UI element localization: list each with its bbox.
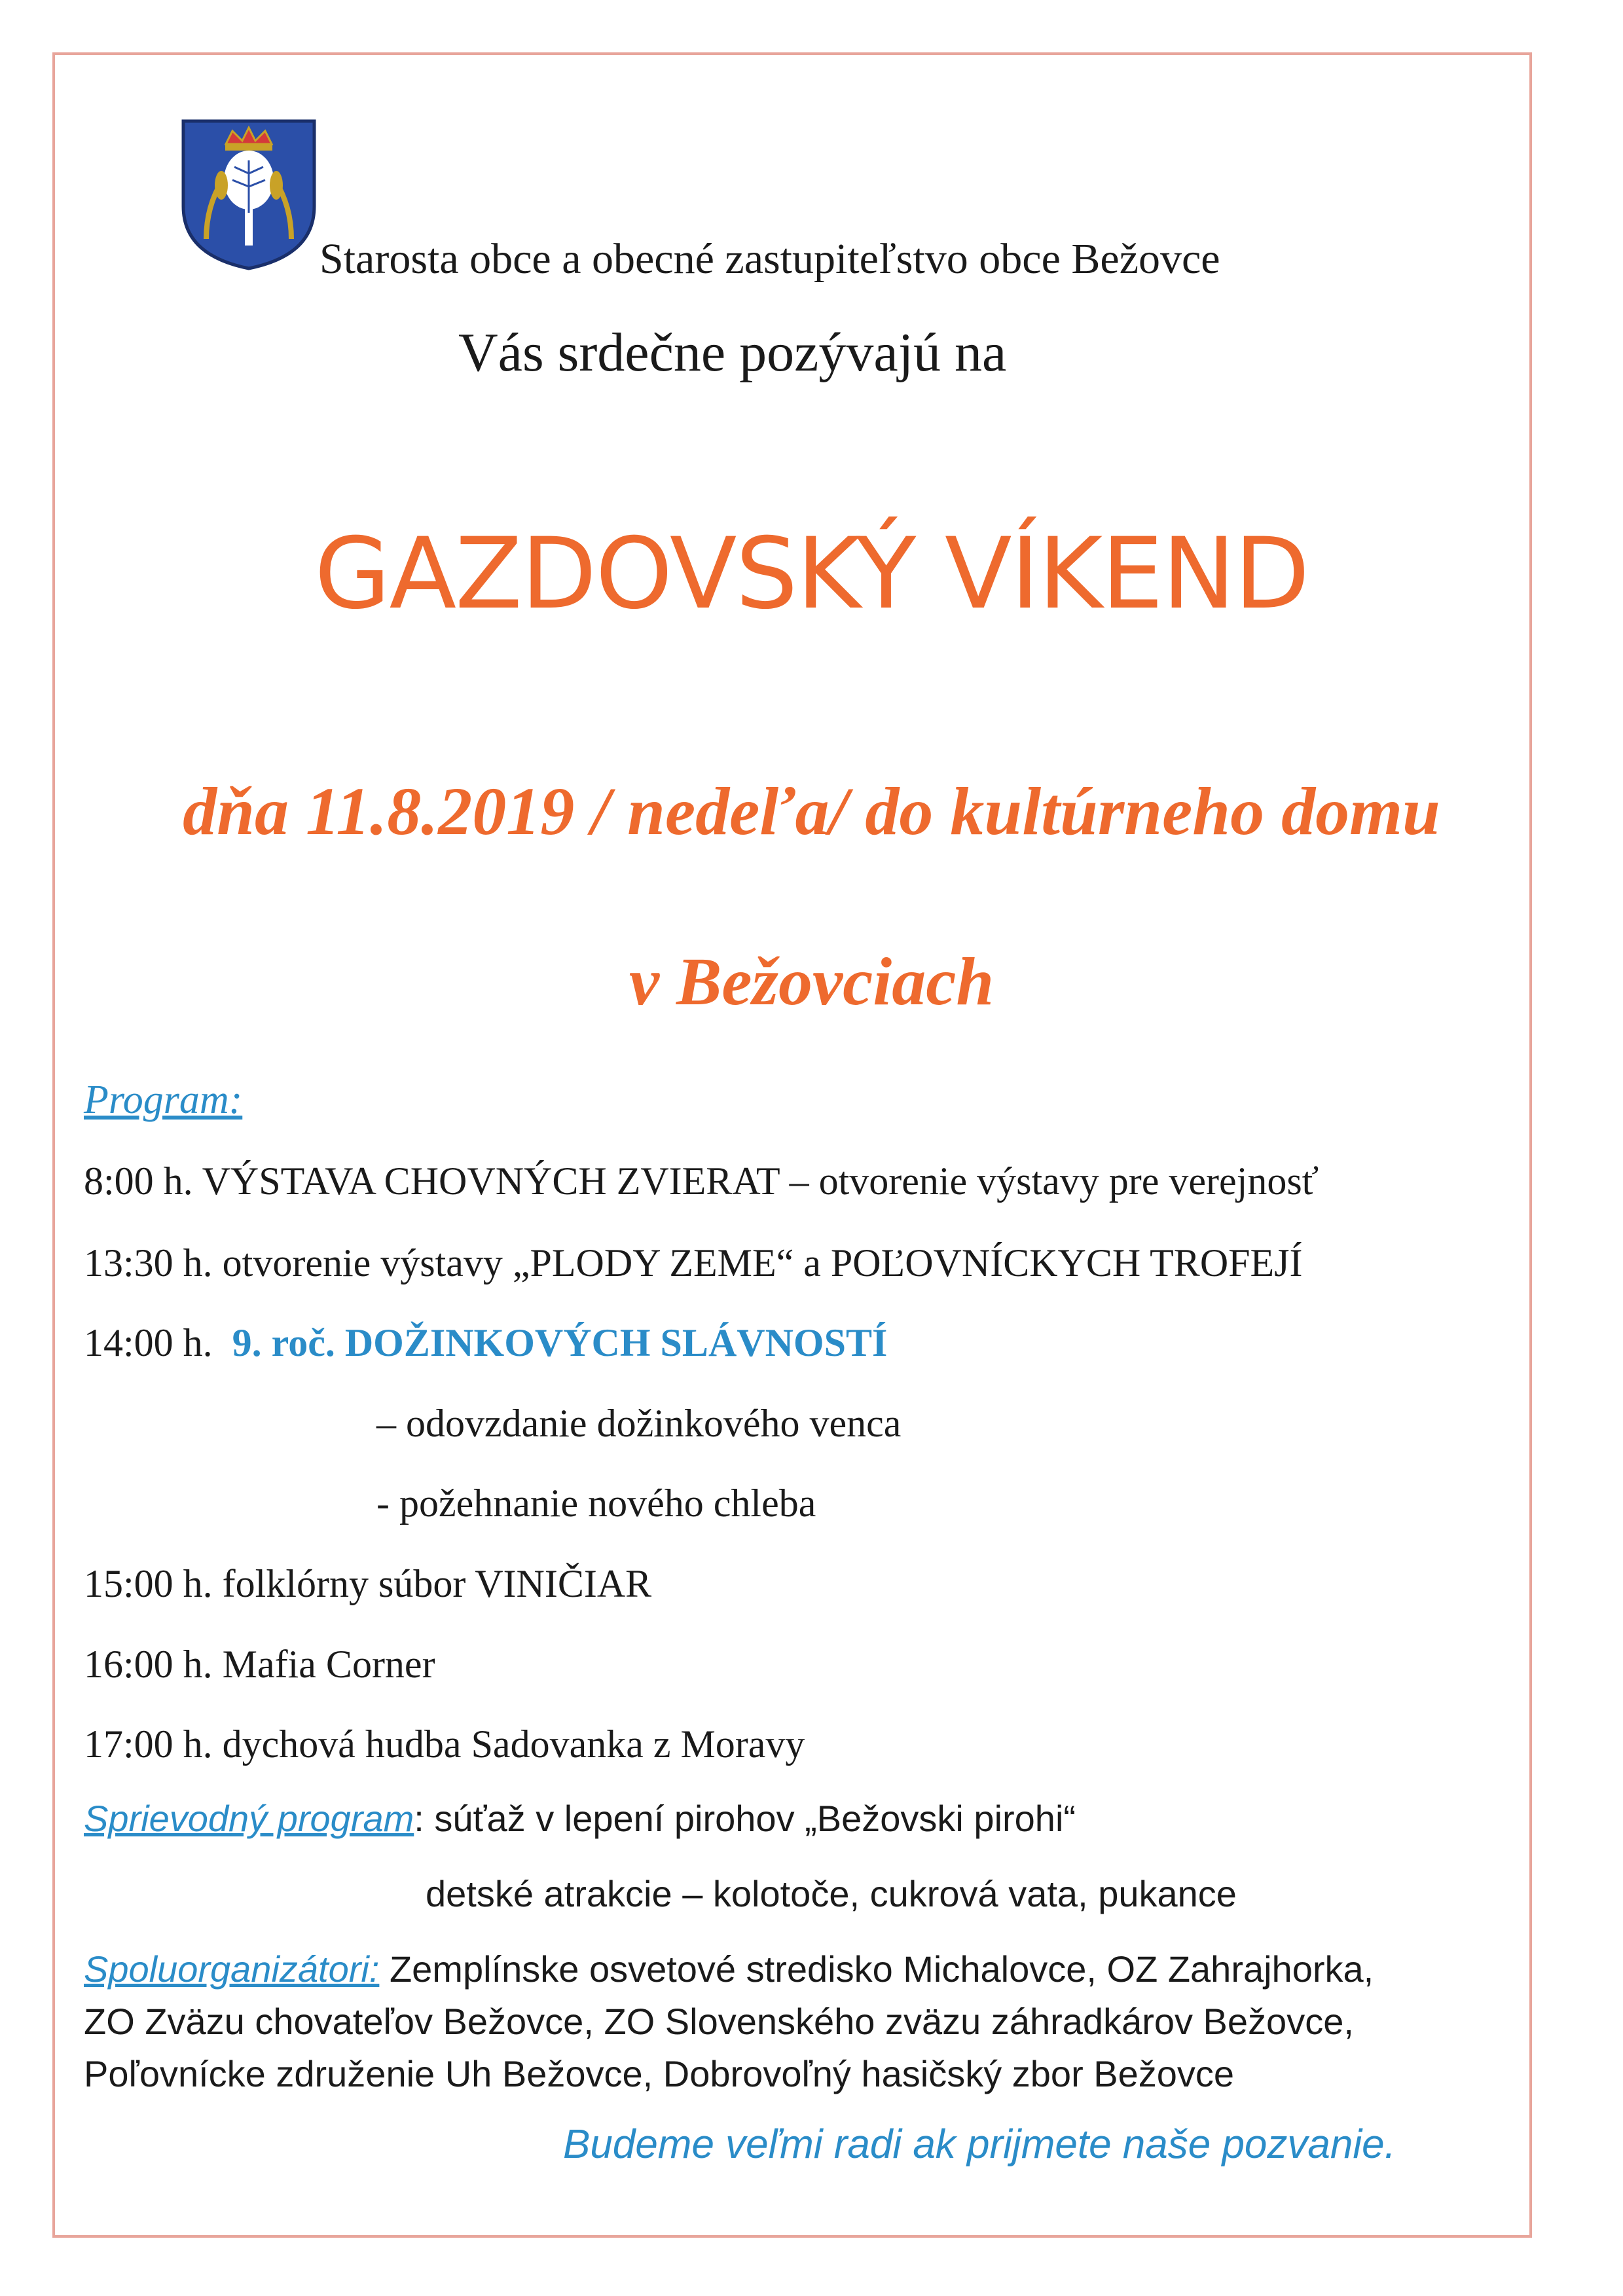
closing-line: Budeme veľmi radi ak prijmete naše pozvanie. <box>563 2122 1396 2167</box>
program-item-time: 17:00 h. <box>84 1722 213 1766</box>
companion-text-2: detské atrakcie – kolotoče, cukrová vata, pukance <box>426 1873 1237 1914</box>
program-item-text: 9. roč. DOŽINKOVÝCH SLÁVNOSTÍ <box>232 1321 888 1364</box>
program-item-time: 14:00 h. <box>84 1321 213 1364</box>
program-item-time: 15:00 h. <box>84 1562 213 1605</box>
invitation-line: Vás srdečne pozývajú na <box>458 322 1007 383</box>
program-item <box>84 1241 1303 1286</box>
companion-text: : súťaž v lepení pirohov „Bežovski pirohi“ <box>414 1798 1076 1839</box>
program-item <box>84 1159 1319 1204</box>
program-item-time: 13:30 h. <box>84 1241 213 1285</box>
program-label: Program: <box>84 1078 243 1122</box>
event-date-line: dňa 11.8.2019 / nedeľa/ do kultúrneho domu <box>183 774 1440 849</box>
program-item-time: 8:00 h. <box>84 1159 193 1203</box>
coorganizers-line-3: Poľovnícke združenie Uh Bežovce, Dobrovoľný hasičský zbor Bežovce <box>84 2053 1235 2094</box>
companion-label: Sprievodný program <box>84 1798 414 1839</box>
program-item-text: VÝSTAVA CHOVNÝCH ZVIERAT – otvorenie výstavy pre verejnosť <box>202 1159 1319 1203</box>
program-sub-item: – odovzdanie dožinkového venca <box>376 1402 902 1445</box>
program-item-text: dychová hudba Sadovanka z Moravy <box>222 1722 805 1766</box>
program-sub-item: - požehnanie nového chleba <box>376 1482 816 1525</box>
program-item-text: Mafia Corner <box>222 1643 435 1686</box>
organizer-line: Starosta obce a obecné zastupiteľstvo obce Bežovce <box>319 235 1220 283</box>
program-item <box>84 1561 651 1607</box>
program-item <box>84 1722 805 1767</box>
program-item-time: 16:00 h. <box>84 1643 213 1686</box>
coorganizers-text: Zemplínske osvetové stredisko Michalovce, OZ Zahrajhorka, <box>379 1948 1374 1990</box>
companion-program <box>84 1797 1076 1840</box>
coorganizers-line-2: ZO Zväzu chovateľov Bežovce, ZO Slovenského zväzu záhradkárov Bežovce, <box>84 2001 1354 2042</box>
coorganizers-line <box>84 1948 1374 1990</box>
coorganizers-label: Spoluorganizátori: <box>84 1948 380 1990</box>
program-item <box>84 1642 435 1687</box>
event-title: GAZDOVSKÝ VÍKEND <box>314 517 1309 631</box>
village-coat-of-arms-icon <box>177 115 321 272</box>
event-place-line: v Bežovciach <box>629 944 994 1019</box>
program-item-text: folklórny súbor VINIČIAR <box>222 1562 652 1605</box>
program-item <box>84 1321 887 1366</box>
program-item-text: otvorenie výstavy „PLODY ZEME“ a POĽOVNÍCKYCH TROFEJÍ <box>222 1241 1303 1285</box>
